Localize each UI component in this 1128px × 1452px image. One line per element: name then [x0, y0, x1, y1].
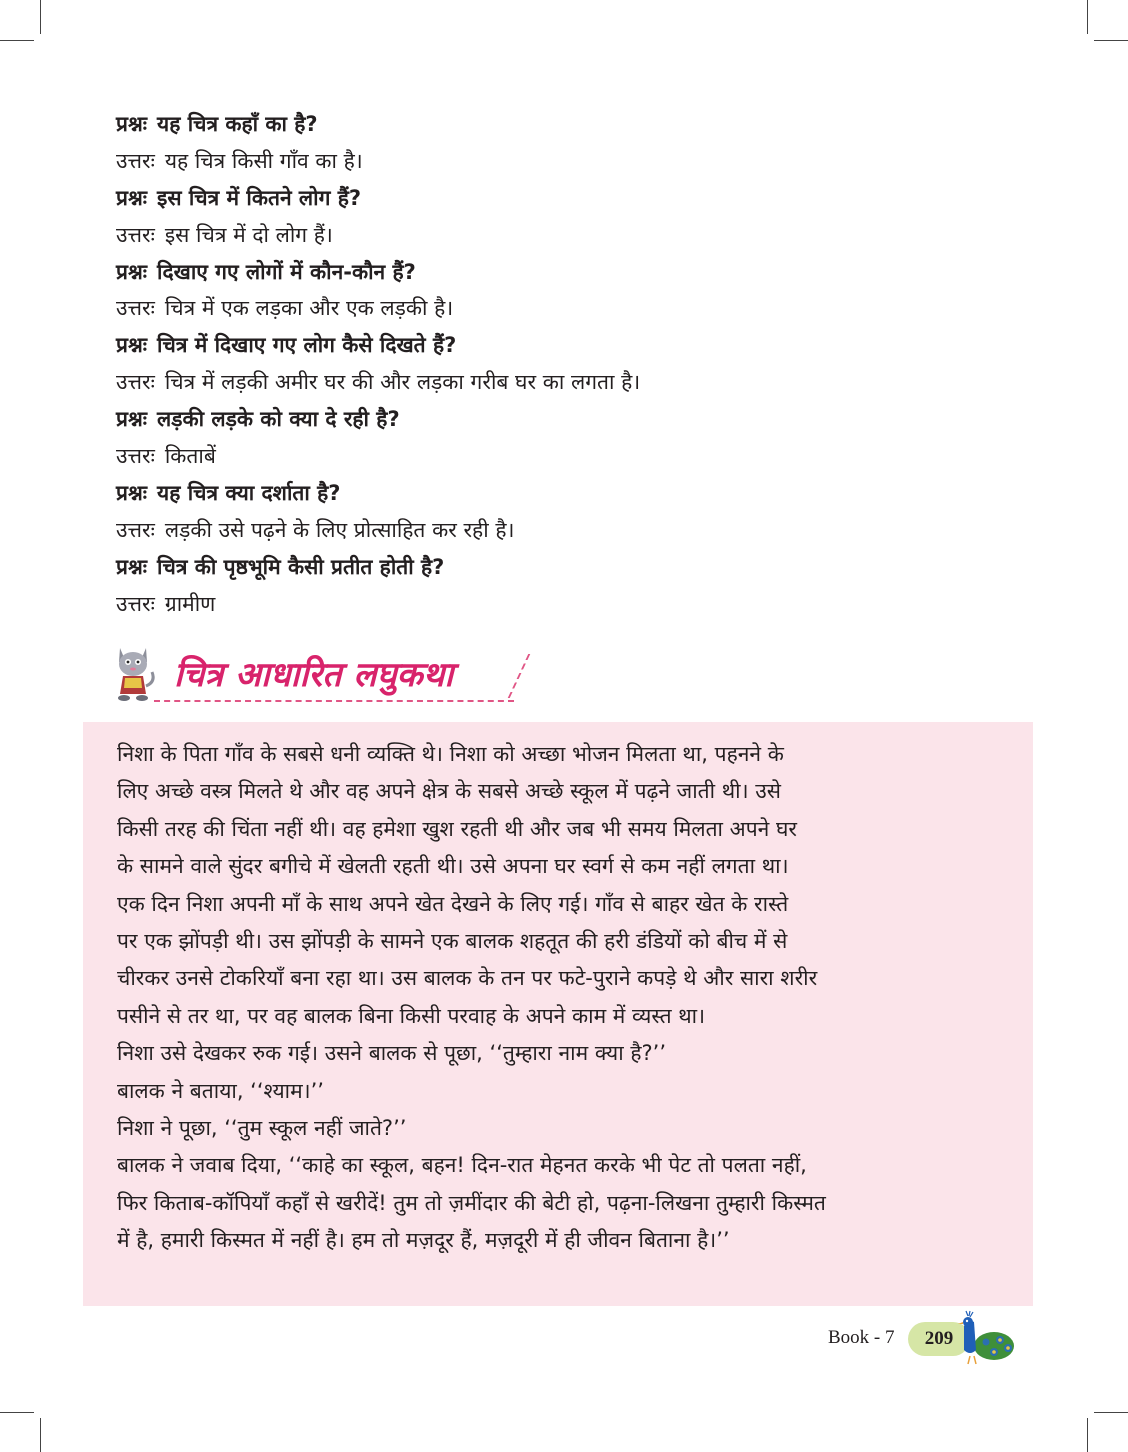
crop-mark — [1087, 0, 1088, 34]
story-line: निशा ने पूछा, ‘‘तुम स्कूल नहीं जाते?’’ — [117, 1115, 407, 1140]
answer-text: चित्र में एक लड़का और एक लड़की है। — [164, 296, 454, 321]
answer-line — [116, 290, 1076, 327]
answer-text: यह चित्र किसी गाँव का है। — [164, 148, 363, 173]
peacock-icon — [950, 1310, 1016, 1366]
question-label: प्रश्नः — [116, 407, 148, 432]
story-line: एक दिन निशा अपनी माँ के साथ अपने खेत देखने के लिए गई। गाँव से बाहर खेत के रास्ते — [117, 891, 789, 916]
question-text: दिखाए गए लोगों में कौन-कौन हैं? — [157, 259, 416, 284]
question-answer-list — [116, 106, 1076, 622]
story-line: पर एक झोंपड़ी थी। उस झोंपड़ी के सामने एक बालक शहतूत की हरी डंडियों को बीच में से — [117, 928, 788, 953]
story-box — [83, 722, 1033, 1306]
question-line — [116, 401, 1076, 438]
answer-label: उत्तरः — [116, 444, 155, 469]
question-line — [116, 254, 1076, 291]
question-text: यह चित्र क्या दर्शाता है? — [157, 480, 341, 505]
story-line: फिर किताब-कॉपियाँ कहाँ से खरीदें! तुम तो ज़मींदार की बेटी हो, पढ़ना-लिखना तुम्हारी किस्मत — [117, 1190, 826, 1215]
heading-slash — [508, 654, 533, 698]
question-label: प्रश्नः — [116, 185, 148, 210]
answer-text: ग्रामीण — [164, 591, 216, 616]
question-label: प्रश्नः — [116, 554, 148, 579]
answer-label: उत्तरः — [116, 591, 155, 616]
question-text: लड़की लड़के को क्या दे रही है? — [157, 407, 400, 432]
question-text: इस चित्र में कितने लोग हैं? — [157, 185, 362, 210]
question-text: चित्र की पृष्ठभूमि कैसी प्रतीत होती है? — [157, 554, 445, 579]
question-text: चित्र में दिखाए गए लोग कैसे दिखते हैं? — [157, 333, 457, 358]
answer-label: उत्तरः — [116, 148, 155, 173]
question-label: प्रश्नः — [116, 333, 148, 358]
story-line: चीरकर उनसे टोकरियाँ बना रहा था। उस बालक के तन पर फटे-पुराने कपड़े थे और सारा शरीर — [117, 966, 818, 991]
answer-text: किताबें — [164, 444, 216, 469]
story-line: निशा उसे देखकर रुक गई। उसने बालक से पूछा, ‘‘तुम्हारा नाम क्या है?’’ — [117, 1041, 666, 1066]
answer-label: उत्तरः — [116, 222, 155, 247]
question-text: यह चित्र कहाँ का है? — [157, 112, 318, 136]
story-line: पसीने से तर था, पर वह बालक बिना किसी परवाह के अपने काम में व्यस्त था। — [117, 1003, 706, 1028]
page-footer — [828, 1318, 1028, 1364]
answer-line — [116, 217, 1076, 254]
story-line: किसी तरह की चिंता नहीं थी। वह हमेशा खुश रहती थी और जब भी समय मिलता अपने घर — [117, 816, 797, 841]
answer-text: इस चित्र में दो लोग हैं। — [164, 222, 333, 247]
heading-underline — [154, 700, 514, 702]
story-line: बालक ने जवाब दिया, ‘‘काहे का स्कूल, बहन! दिन-रात मेहनत करके भी पेट तो पलता नहीं, — [117, 1153, 807, 1178]
question-line — [116, 475, 1076, 512]
crop-mark — [1087, 1418, 1088, 1452]
section-title: चित्र आधारित लघुकथा — [174, 655, 454, 695]
answer-line — [116, 438, 1076, 475]
section-heading — [108, 638, 548, 708]
answer-line — [116, 586, 1076, 623]
question-line — [116, 549, 1076, 586]
cat-mascot-icon — [108, 642, 158, 704]
answer-text: लड़की उसे पढ़ने के लिए प्रोत्साहित कर रही है। — [164, 517, 515, 542]
story-line: निशा के पिता गाँव के सबसे धनी व्यक्ति थे। निशा को अच्छा भोजन मिलता था, पहनने के — [117, 742, 784, 766]
question-label: प्रश्नः — [116, 480, 148, 505]
answer-label: उत्तरः — [116, 517, 155, 542]
answer-line — [116, 143, 1076, 180]
book-label: Book - 7 — [828, 1327, 895, 1348]
crop-mark — [0, 1412, 34, 1413]
crop-mark — [40, 1418, 41, 1452]
answer-line — [116, 364, 1076, 401]
question-line — [116, 106, 1076, 143]
question-label: प्रश्नः — [116, 259, 148, 284]
crop-mark — [1094, 40, 1128, 41]
story-text — [117, 736, 1017, 1259]
answer-text: चित्र में लड़की अमीर घर की और लड़का गरीब घर का लगता है। — [164, 370, 641, 395]
question-line — [116, 180, 1076, 217]
question-line — [116, 327, 1076, 364]
crop-mark — [0, 40, 34, 41]
story-line: के सामने वाले सुंदर बगीचे में खेलती रहती थी। उसे अपना घर स्वर्ग से कम नहीं लगता था। — [117, 854, 789, 879]
story-line: में है, हमारी किस्मत में नहीं है। हम तो मज़दूर हैं, मज़दूरी में ही जीवन बिताना है।’’ — [117, 1228, 730, 1253]
story-line: लिए अच्छे वस्त्र मिलते थे और वह अपने क्षेत्र के सबसे अच्छे स्कूल में पढ़ने जाती थी। उसे — [117, 779, 781, 804]
answer-line — [116, 512, 1076, 549]
answer-label: उत्तरः — [116, 370, 155, 395]
crop-mark — [1094, 1412, 1128, 1413]
page-number: 209 — [908, 1322, 970, 1356]
story-line: बालक ने बताया, ‘‘श्याम।’’ — [117, 1078, 324, 1103]
question-label: प्रश्नः — [116, 112, 148, 136]
answer-label: उत्तरः — [116, 296, 155, 321]
crop-mark — [40, 0, 41, 34]
